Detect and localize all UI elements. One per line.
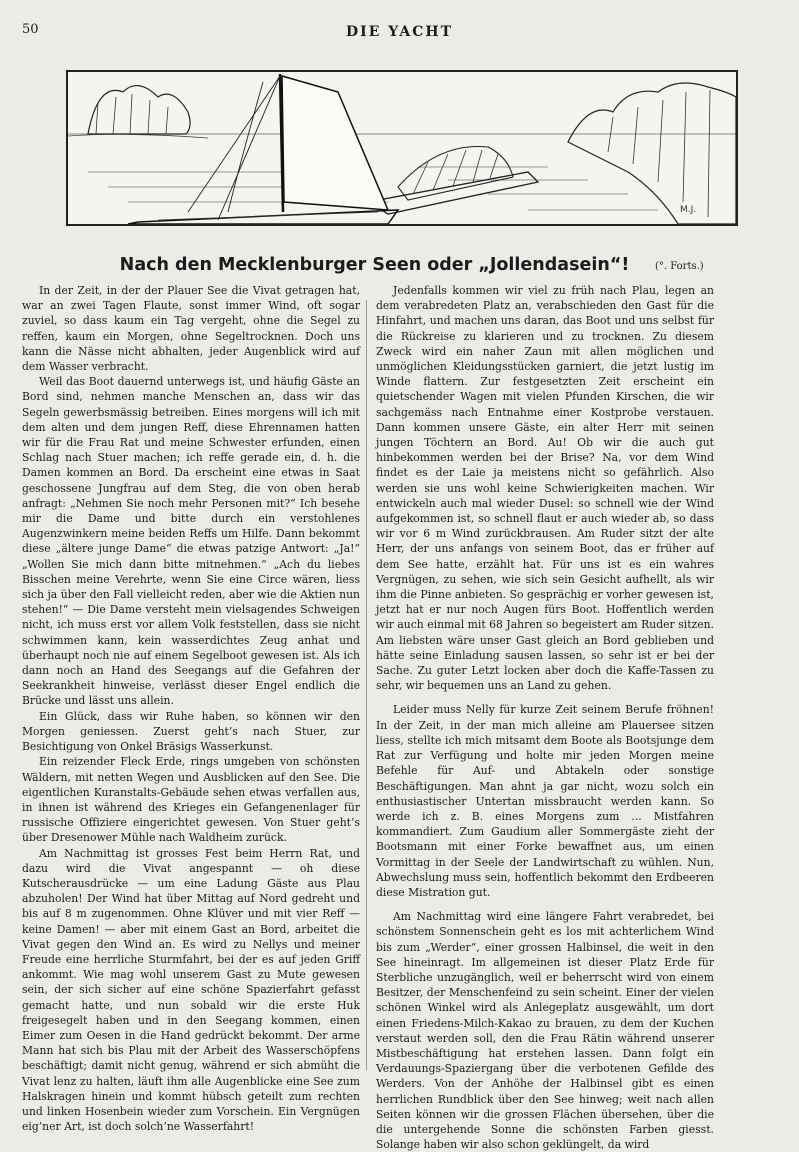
paragraph: Jedenfalls kommen wir viel zu früh nach Plau, legen an dem verabredeten Platz an, verabschieden den Gast für die Hinfahrt, und machen uns daran, das Boot und uns selbst für die Rückreise zu klarieren und zu trocknen. Zu diesem Zweck wird ein naher Zaun mit allen möglichen und unmöglichen Kleidungsstücken garniert, die jetzt lustig im Winde flattern. Zur festgesetzten Zeit erscheint ein quietschender Wagen mit vielen Pfunden Kirschen, die wir sachgemäss nach Entnahme einer Kostprobe verstauen. Dann kommen unsere Gäste, ein alter Herr mit seinen jungen Töchtern an Bord. Au! Ob wir die auch gut hinbekommen werden bei der Brise? Na, vor dem Wind findet es der Laie ja meistens nicht so gefährlich. Also werden sie uns wohl keine Schwierigkeiten machen. Wir entwickeln auch mal wieder Dusel: so schnell wie der Wind aufgekommen ist, so schnell flaut er auch wieder ab, so dass wir vor 6 m Wind zurückbrausen. Am Ruder sitzt der alte Herr, der uns anfangs von seinem Boot, das er früher auf dem See hatte, erzählt hat. Für uns ist es ein wahres Vergnügen, zu sehen, wie sich sein Gesicht aufhellt, als wir ihm die Pinne anbieten. So gesprächig er vorher gewesen ist, jetzt hat er nur noch Augen fürs Boot. Hoffentlich werden wir auch einmal mit 68 Jahren so begeistert am Ruder sitzen. Am liebsten wäre unser Gast gleich an Bord geblieben und hätte seine Einladung sausen lassen, so sehr ist er bei der Sache. Zu guter Letzt locken aber doch die Kaffe-Tassen zu sehr, wir bequemen uns an Land zu gehen.	[376, 284, 714, 693]
paragraph: Leider muss Nelly für kurze Zeit seinem Berufe fröhnen! In der Zeit, in der man mich alleine am Plauersee sitzen liess, stellte ich mich mitsamt dem Boote als Bootsjunge dem Rat zur Verfügung und holte mir jeden Morgen meine Befehle für Auf- und Abtakeln oder sonstige Beschäftigungen. Man ahnt ja gar nicht, wozu solch ein enthusiastischer Untertan missbraucht werden kann. So werde ich z. B. eines Morgens zum ... Mistfahren kommandiert. Zum Gaudium aller Sommergäste zieht der Bootsmann mit einer Forke bewaffnet aus, um einen Vormittag in der Seele der Landwirtschaft zu wühlen. Nun, Abwechslung muss sein, hoffentlich bekommt den Erdbeeren diese Mistration gut.	[376, 703, 714, 899]
paragraph: Weil das Boot dauernd unterwegs ist, und häufig Gäste an Bord sind, nehmen manche Menschen an, dass wir das Segeln gewerbsmässig betreiben. Eines morgens will ich mit dem alten und dem jungen Reff, diese Ehrennamen hatten wir für die Frau Rat und meine Schwester erfunden, einen Schlag nach Stuer machen; ich reffe gerade ein, d. h. die Damen kommen an Bord. Da erscheint eine etwas in Saat geschossene Jungfrau auf dem Steg, die von oben herab anfragt: „Nehmen Sie noch mehr Personen mit?“ Ich besehe mir die Dame und bitte durch ein verstohlenes Augenzwinkern meine beiden Reffs um Hilfe. Dann bekommt diese „ältere junge Dame“ die etwas patzige Antwort: „Ja!“ „Wollen Sie mich dann bitte mitnehmen.“ „Ach du liebes Bisschen meine Verehrte, wenn Sie eine Circe wären, liess sich ja über den Fall vielleicht reden, aber wie die Aktien nun stehen!“ — Die Dame versteht mein vielsagendes Schweigen nicht, ich muss erst vor allem Volk feststellen, dass sie nicht schwimmen kann, kein wasserdichtes Zeug anhat und überhaupt noch nie auf einem Segelboot gewesen ist. Als ich dann noch an Hand des Seegangs auf die Gefahren der Seekrankheit hinweise, verlässt dieser Engel endlich die Brücke und lässt uns allein.	[22, 375, 360, 708]
column-divider	[366, 300, 367, 1070]
paragraph: In der Zeit, in der der Plauer See die Vivat getragen hat, war an zwei Tagen Flaute, sonst immer Wind, oft sogar zuviel, so dass kaum ein Tag vergeht, ohne die Segel zu reffen, kaum ein Morgen, ohne Segeltrocknen. Doch uns kann die Nässe nicht abhalten, jeder Augenblick wird auf dem Wasser verbracht.	[22, 284, 360, 374]
journal-title: DIE YACHT	[346, 24, 453, 40]
paragraph: Ein Glück, dass wir Ruhe haben, so können wir den Morgen geniessen. Zuerst geht’s nach Stuer, zur Besichtigung von Onkel Bräsigs Wasserkunst.	[22, 709, 360, 754]
header-illustration	[66, 70, 738, 226]
page-number: 50	[22, 22, 39, 37]
continuation-note: (°. Forts.)	[655, 261, 704, 272]
paragraph: Am Nachmittag ist grosses Fest beim Herrn Rat, und dazu wird die Vivat angespannt — oh diese Kutscherausdrücke — um eine Ladung Gäste aus Plau abzuholen! Der Wind hat über Mittag auf Nord gedreht und bis auf 8 m zugenommen. Ohne Klüver und mit vier Reff — keine Damen! — aber mit einem Gast an Bord, arbeitet die Vivat gegen den Wind an. Es wird zu Nellys und meiner Freude eine herrliche Sturmfahrt, bei der es auf jeden Griff ankommt. Wie mag wohl unserem Gast zu Mute gewesen sein, der sich sicher auf eine schöne Spazierfahrt gefasst gemacht hatte, und nun sobald wir die erste Huk freigesegelt haben und in den Seegang kommen, einen Eimer zum Oesen in die Hand gedrückt bekommt. Der arme Mann hat sich bis Plau mit der Arbeit des Wasserschöpfens beschäftigt; damit nicht genug, während er sich abmüht die Vivat lenz zu halten, läuft ihm alle Augenblicke eine See zum Halskragen hinein und kommt hübsch geteilt zum rechten und linken Hosenbein wieder zum Vorschein. Ein Vergnügen eig’ner Art, ist doch solch’ne Wasserfahrt!	[22, 846, 360, 1134]
paragraph: Ein reizender Fleck Erde, rings umgeben von schönsten Wäldern, mit netten Wegen und Ausblicken auf den See. Die eigentlichen Kuranstalts-Gebäude sehen etwas verfallen aus, in ihnen ist während des Krieges ein Gefangenenlager für russische Offiziere eingerichtet gewesen. Von Stuer geht’s über Dresenower Mühle nach Waldheim zurück.	[22, 755, 360, 845]
article-title: Nach den Mecklenburger Seen oder „Jollendasein“!	[119, 255, 630, 275]
svg-text:M.J.: M.J.	[680, 205, 697, 215]
right-column	[376, 283, 714, 1152]
sailing-scene-drawing	[68, 72, 736, 224]
article-title-row	[0, 255, 799, 275]
paragraph: Am Nachmittag wird eine längere Fahrt verabredet, bei schönstem Sonnenschein geht es los mit achterlichem Wind bis zum „Werder“, einer grossen Halbinsel, die weit in den See hineinragt. Im allgemeinen ist dieser Platz Erde für Sterbliche unzugänglich, weil er beherrscht wird von einem Besitzer, der Menschenfeind zu sein scheint. Einer der vielen schönen Winkel wird als Anlegeplatz ausgewählt, um dort einen Friedens-Milch-Kakao zu brauen, zu dem der Kuchen verstaut werden soll, den die Frau Rätin während unserer Mistbeschäftigung hat erstehen lassen. Dann folgt ein Verdauungs-Spaziergang über die verbotenen Gefilde des Werders. Von der Anhöhe der Halbinsel gibt es einen herrlichen Rundblick über den See hinweg; weit nach allen Seiten können wir die grossen Flächen übersehen, über die die untergehende Sonne die schönsten Farben giesst. Solange haben wir also schon geklüngelt, da wird	[376, 910, 714, 1152]
left-column	[22, 283, 360, 1134]
